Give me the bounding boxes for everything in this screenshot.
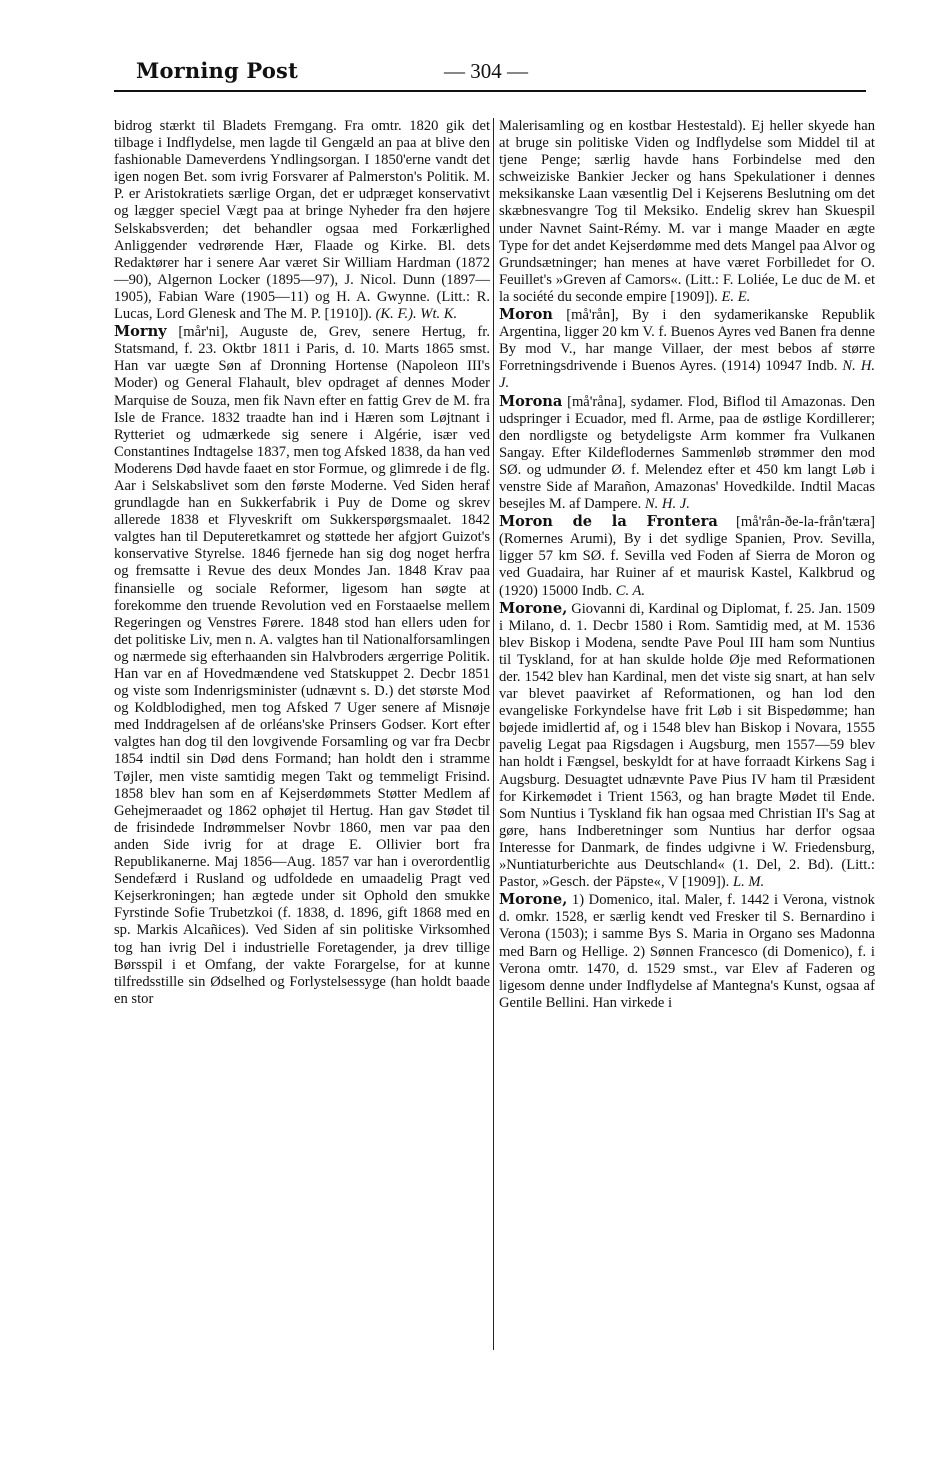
entry-text: By i den sydamerikanske Republik Argentina, ligger 20 km V. f. Buenos Ayres ved Banen fra denne By mod V., har mange Villaer, der mest bebos af større Forretningsdrivende i Buenos Ayres. (1914) 10947 Indb. — [499, 307, 876, 375]
entry-morone-giovanni — [499, 600, 875, 892]
continuation-paragraph — [114, 118, 490, 323]
continuation-text: bidrog stærkt til Bladets Fremgang. Fra omtr. 1820 gik det tilbage i Indflydelse, men lagde til Gengæld an paa at blive den fashionable Dameverdens Yndlingsorgan. I 1850'erne vandt det igen nogen Bet. som ivrig Forsvarer af Palmerston's Politik. M. P. er Aristokratiets særlige Organ, det er udpræget konservativt og lægger speciel Vægt paa at bringe Nyheder fra den højere Selskabsverden; det behandler ogsaa med Forkærlighed Anliggender vedrørende Hær, Flaade og Kirke. Bl. dets Redaktører har i senere Aar været Sir William Hardman (1872—90), Algernon Locker (1895—97), J. Nicol. Dunn (1897—1905), Fabian Ware (1905—11) og H. A. Gwynne. (Litt.: R. Lucas, Lord Glenesk and The M. P. [1910]). — [114, 118, 490, 323]
author-signature: N. H. J. — [644, 496, 690, 513]
entry-lemma: Moron — [499, 306, 553, 324]
entry-text: sydamer. Flod, Biflod til Amazonas. Den udspringer i Ecuador, med fl. Arme, paa de østlige Kordillerer; den nordligste og betydeligste Arm kommer fra Vulkanen Sangay. Efter Kildeflodernes Sammenløb strømmer den mod SØ. og udmunder Ø. f. Melendez efter et 450 km langt Løb i venstre Side af Marañon, Amazonas' Hovedkilde. Indtil Macas besejles M. af Dampere. — [499, 393, 876, 513]
continuation-paragraph — [499, 118, 875, 306]
entry-lemma: Morona — [499, 392, 563, 410]
author-signature: C. A. — [615, 582, 646, 599]
entry-text: (Romernes Arumi), By i det sydlige Spanien, Prov. Sevilla, ligger 57 km SØ. f. Sevilla ved Foden af Sierra de Moron og ved Guadaira, har Ruiner af et maurisk Kastel, Kalkbrud og (1920) 15000 Indb. — [499, 531, 875, 599]
entry-lemma: Morny — [114, 323, 167, 341]
entry-moron-de-la-frontera — [499, 513, 875, 599]
author-signature: (K. F.). Wt. K. — [375, 306, 458, 323]
entry-lemma: Moron de la Frontera — [499, 513, 718, 531]
column-divider — [493, 118, 494, 1350]
entry-morny — [114, 323, 490, 1008]
left-column — [114, 118, 490, 1008]
entry-pronunciation: [må'rån], — [566, 307, 619, 324]
entry-lemma: Morone, — [499, 891, 568, 909]
entry-text: Giovanni di, Kardinal og Diplomat, f. 25. Jan. 1509 i Milano, d. 1. Decbr 1580 i Rom. Samtidig med, at M. 1536 blev Biskop i Modena, sendte Pave Poul III ham som Nuntius til Tyskland, for at han skulde holde Øje med Reformationen der. 1542 blev han Kardinal, men det viste sig snart, at han selv var blevet paavirket af Reformationen, og han lod den evangeliske Forkyndelse have frit Løb i sit Bispedømme; han bøjede imidlertid af, og i 1548 blev han Biskop i Novara, 1555 pavelig Legat paa Rigsdagen i Augsburg, men 1557—59 blev han holdt i Fængsel, beskyldt for at have forraadt Kirkens Sag i Augsburg. Desuagtet udnævnte Pave Pius IV ham til Præsident for Kirkemødet i Trient 1563, og han bragte Mødet til Ende. Som Nuntius i Tyskland fik han ogsaa med Christian II's Sag at gøre, hans Indberetninger som Nuntius har derfor ogsaa Interesse for Danmark, de findes udgivne i W. Friedensburg, »Nuntiaturberichte aus Deutschland« (1. Del, 2. Bd). (Litt.: Pastor, »Gesch. der Päpste«, V [1909]). — [499, 600, 875, 891]
entry-pronunciation: [må'rån-ðe-la-från'tæra] — [736, 514, 875, 531]
page-number: — 304 — — [444, 59, 528, 83]
entry-morona — [499, 393, 875, 514]
entry-moron — [499, 306, 875, 392]
running-head: Morning Post — [136, 58, 298, 83]
author-signature: E. E. — [721, 288, 751, 305]
entry-text: Auguste de, Grev, senere Hertug, fr. Statsmand, f. 23. Oktbr 1811 i Paris, d. 10. Marts 1865 smst. Han var uægte Søn af Dronning Hortense (Napoleon III's Moder) og General Flahault, blev opdraget af dennes Moder Marquise de Souza, men fik Navn efter en fattig Grev de M. fra Isle de France. 1832 traadte han ind i Hæren som Løjtnant i Rytteriet og udmærkede sig senere i Algérie, især ved Constantines Indtagelse 1837, men tog Afsked 1838, da han ved Moderens Død havde faaet en stor Formue, og glimrede i de flg. Aar i Selskabslivet som den første Moderne. Ved Siden heraf grundlagde han en Sukkerfabrik i Puy de Dome og skrev allerede 1838 et Flyveskrift om Sukkerspørgsmaalet. 1842 valgtes han til Deputeretkamret og støttede her afgjort Guizot's konservative Styrelse. 1846 fjernede han sig dog noget herfra og fremsatte i Revue des deux Mondes Jan. 1848 Krav paa finansielle og sociale Reformer, ligesom han søgte at forekomme den truende Revolution ved en Forstaaelse mellem Regeringen og Venstres Førere. 1848 stod han ellers uden for det politiske Liv, men n. A. valgtes han til Nationalforsamlingen og nærmede sig efterhaanden sin Halvbroders ærgerrige Politik. Han var en af Hovedmændene ved Statskuppet 2. Decbr 1851 og viste som Indenrigsminister (udnævnt s. D.) det største Mod og Koldblodighed, men tog Afsked 7 Uger senere af Misnøje med Inddragelsen af de orléans'ske Prinsers Godser. Kort efter valgtes han dog til den lovgivende Forsamling og var fra Decbr 1854 indtil sin Død dens Formand; han holdt den i stramme Tøjler, men viste samtidig megen Takt og temmeligt Frisind. 1858 blev han som en af Kejserdømmets Støtter Medlem af Gehejmeraadet og 1862 ophøjet til Hertug. Han gav Stødet til de frisindede Indrømmelser Novbr 1860, men var paa den anden Side ivrig for at drage E. Ollivier bort fra Republikanerne. Maj 1856—Aug. 1857 var han i overordentlig Sendefærd i Rusland og udfoldede en umaadelig Pragt ved Kejserkroningen; han ægtede under sit Ophold den smukke Fyrstinde Sofie Trubetzkoi (f. 1838, d. 1896, gift 1868 med en sp. Markis Alcañices). Ved Siden af sin politiske Virksomhed tog han ivrig Del i industrielle Foretagender, ja drev tillige Børsspil i et Omfang, der vakte Forargelse, for at kunne tilfredsstille sin Ødselhed og Forlystelsessyge (han holdt baade en stor — [114, 324, 490, 1007]
entry-morone-domenico — [499, 891, 875, 1012]
author-signature: N. H. J. — [499, 358, 876, 392]
right-column — [499, 118, 875, 1012]
page-header — [0, 58, 928, 92]
header-rule — [114, 90, 866, 92]
entry-lemma: Morone, — [499, 599, 568, 617]
entry-pronunciation: [må'råna], — [567, 393, 627, 410]
entry-pronunciation: [mår'ni], — [178, 324, 229, 341]
continuation-text: Malerisamling og en kostbar Hestestald). Ej heller skyede han at bruge sin politiske Viden og Indflydelse som Middel til at tjene Penge; særlig havde hans Forbindelse med den schweiziske Bankier Jecker og hans Spekulationer i dennes meksikanske Laan væsentlig Del i Kejserens Beslutning om det skæbnesvangre Tog til Meksiko. Endelig skrev han Skuespil under Navnet Saint-Rémy. M. var i mange Maader en ægte Type for det andet Kejserdømme med dets Mangel paa Alvor og Grundsætninger; han menes at have været Forbilledet for O. Feuillet's »Greven af Camors«. (Litt.: F. Loliée, Le duc de M. et la société du seconde empire [1909]). — [499, 118, 875, 305]
entry-text: 1) Domenico, ital. Maler, f. 1442 i Verona, vistnok d. omkr. 1528, er særlig kendt ved Fresker til S. Bernardino i Verona (1503); i samme Bys S. Maria in Organo ses Madonna med Barn og Hellige. 2) Sønnen Francesco (di Domenico), f. i Verona omtr. 1470, d. 1529 smst., var Elev af Faderen og ligesom denne under Indflydelse af Mantegna's Kunst, ogsaa af Gentile Bellini. Han virkede i — [499, 892, 875, 1011]
author-signature: L. M. — [732, 874, 765, 891]
